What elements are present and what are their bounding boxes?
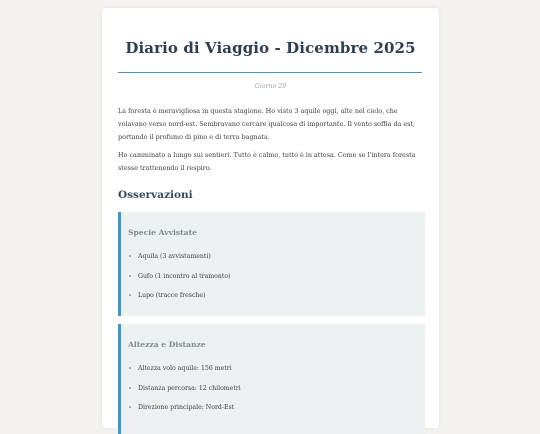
observation-list [128, 251, 230, 310]
list-item [128, 290, 230, 310]
bullet-dot-icon: • [128, 404, 133, 412]
list-item [128, 383, 241, 403]
diary-page [102, 8, 439, 428]
observation-box-title: Specie Avvistate [128, 228, 197, 237]
list-item [128, 251, 230, 271]
observation-list [128, 363, 241, 422]
bullet-dot-icon: • [128, 272, 133, 281]
bullet-dot-icon: • [128, 365, 133, 373]
observation-box-distances [118, 324, 425, 434]
bullet-dot-icon: • [128, 253, 133, 261]
list-item-text: Altezza volo aquile: 156 metri [138, 365, 232, 372]
title-divider [118, 72, 422, 73]
diary-paragraph: La foresta è meravigliosa in questa stagione. Ho visto 3 aquile oggi, alte nel cielo, che volavano verso nord-est. Sembravano cercare qualcosa di importante. Il vento soffia da est, portando il profumo di pino e di terra bagnata. [118, 107, 416, 141]
list-item-text: Gufo (1 incontro al tramonto) [138, 272, 231, 280]
list-item-text: Aquila (3 avvistamenti) [138, 253, 211, 260]
bullet-dot-icon: • [128, 292, 133, 300]
page-title: Diario di Viaggio - Dicembre 2025 [125, 39, 416, 57]
observations-heading: Osservazioni [118, 189, 193, 201]
bullet-dot-icon: • [128, 384, 133, 393]
list-item-text: Distanza percorsa: 12 chilometri [138, 384, 241, 392]
observation-box-title: Altezza e Distanze [128, 340, 206, 349]
diary-paragraph: Ho camminato a lungo sui sentieri. Tutto è calmo, tutto è in attesa. Come se l'intera foresta stesse trattenendo il respiro. [118, 151, 416, 172]
observation-box-species [118, 212, 425, 316]
day-label: Giorno 29 [254, 83, 287, 90]
list-item [128, 363, 241, 383]
list-item-text: Lupo (tracce fresche) [138, 292, 206, 299]
list-item-text: Direzione principale: Nord-Est [138, 404, 235, 411]
list-item [128, 271, 230, 291]
